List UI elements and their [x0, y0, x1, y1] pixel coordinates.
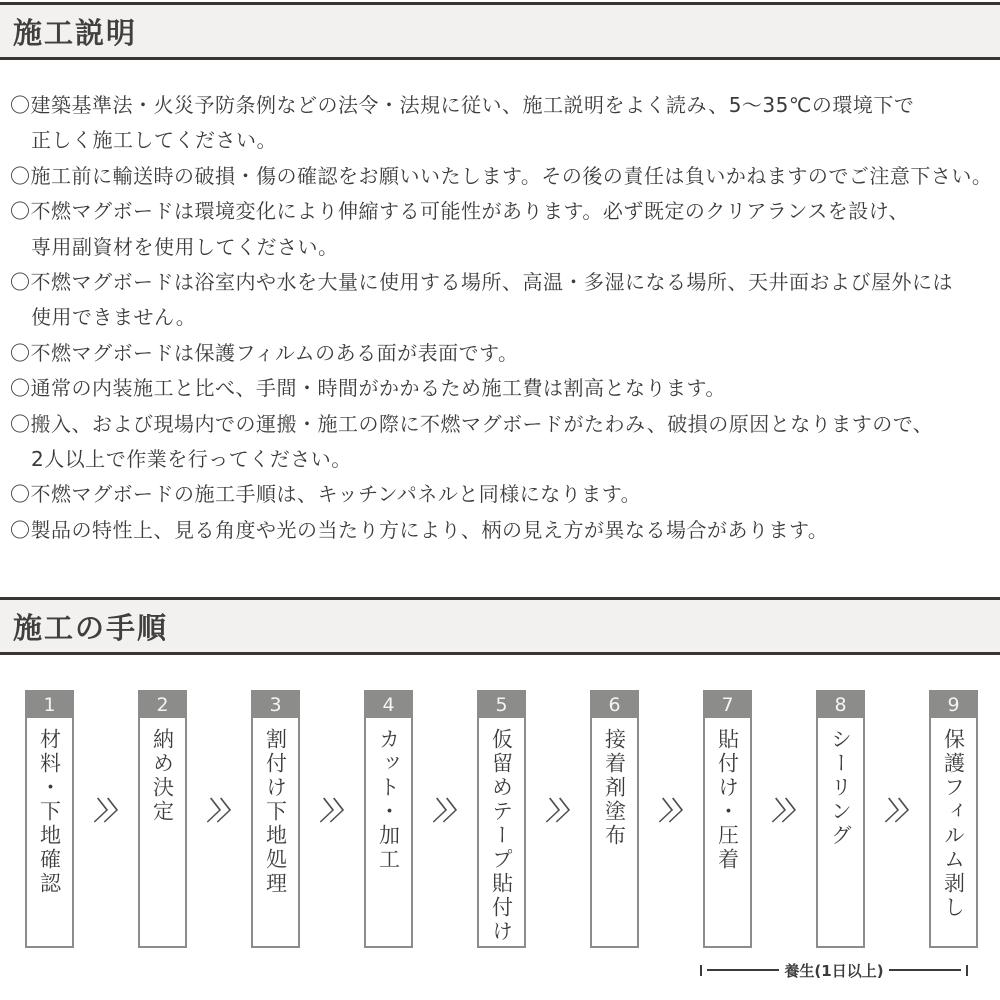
flow-arrow-icon	[544, 795, 572, 825]
step-9-protective-film-removal	[929, 690, 978, 948]
step-label: 接着剤塗布	[602, 728, 627, 848]
note-line: 〇不燃マグボードの施工手順は、キッチンパネルと同様になります。	[10, 482, 642, 507]
note-line: 〇通常の内装施工と比べ、手間・時間がかかるため施工費は割高となります。	[10, 376, 726, 401]
note-line: 〇搬入、および現場内での運搬・施工の際に不燃マグボードがたわみ、破損の原因となりますので、	[10, 411, 934, 436]
step-label: 納め決定	[150, 728, 175, 824]
note-line: 〇不燃マグボードは環境変化により伸縮する可能性があります。必ず既定のクリアランスを設け、	[10, 199, 909, 224]
step-number-badge: 9	[931, 692, 976, 718]
bracket-left-rule	[707, 969, 779, 971]
installation-notes-list	[10, 88, 1000, 548]
note-line: 〇製品の特性上、見る角度や光の当たり方により、柄の見え方が異なる場合があります。	[10, 517, 829, 542]
step-4-cut-process	[364, 690, 413, 948]
step-label: 貼付け・圧着	[715, 728, 740, 872]
bracket-right-rule	[889, 969, 961, 971]
flow-arrow-icon	[770, 795, 798, 825]
flow-arrow-icon	[431, 795, 459, 825]
note-line: 〇不燃マグボードは保護フィルムのある面が表面です。	[10, 340, 519, 365]
step-label: 材料・下地確認	[37, 728, 62, 896]
step-label: 割付け下地処理	[263, 728, 288, 896]
step-number-badge: 2	[140, 692, 185, 718]
step-5-temporary-tape	[477, 690, 526, 948]
notes-section-title: 施工説明	[13, 15, 138, 50]
step-number-badge: 8	[818, 692, 863, 718]
step-label: シーリング	[828, 728, 853, 848]
step-number-badge: 6	[592, 692, 637, 718]
steps-section-title: 施工の手順	[13, 610, 169, 645]
flow-arrow-icon	[92, 795, 120, 825]
curing-duration-bracket	[700, 962, 968, 978]
step-3-layout-substrate-prep	[251, 690, 300, 948]
step-number-badge: 5	[479, 692, 524, 718]
section-header-steps	[0, 597, 1000, 655]
step-number-badge: 1	[27, 692, 72, 718]
flow-arrow-icon	[205, 795, 233, 825]
step-number-badge: 3	[253, 692, 298, 718]
flow-arrow-icon	[657, 795, 685, 825]
step-number-badge: 4	[366, 692, 411, 718]
bracket-right-tick	[966, 965, 968, 976]
step-6-adhesive-application	[590, 690, 639, 948]
note-line: 専用副資材を使用してください。	[31, 234, 339, 259]
steps-flowchart	[0, 690, 1000, 995]
step-number-badge: 7	[705, 692, 750, 718]
flow-arrow-icon	[318, 795, 346, 825]
curing-duration-label: 養生(1日以上)	[784, 961, 884, 980]
note-line: 〇建築基準法・火災予防条例などの法令・法規に従い、施工説明をよく読み、5〜35℃の環境下で	[10, 93, 915, 117]
section-header-notes	[0, 2, 1000, 60]
step-label: カット・加工	[376, 728, 401, 872]
step-2-finish-decision	[138, 690, 187, 948]
step-label: 仮留めテープ貼付け	[489, 728, 514, 944]
flow-arrow-icon	[883, 795, 911, 825]
step-8-sealing	[816, 690, 865, 948]
note-line: 〇不燃マグボードは浴室内や水を大量に使用する場所、高温・多湿になる場所、天井面および屋外には	[10, 270, 953, 295]
note-line: 正しく施工してください。	[31, 128, 277, 153]
step-label: 保護フィルム剥し	[941, 728, 966, 920]
note-line: 2人以上で作業を行ってください。	[31, 447, 352, 472]
step-1-material-substrate-check	[25, 690, 74, 948]
note-line: 〇施工前に輸送時の破損・傷の確認をお願いいたします。その後の責任は負いかねますのでご注意下さい。	[10, 163, 993, 188]
bracket-left-tick	[700, 965, 702, 976]
note-line: 使用できません。	[31, 305, 197, 330]
step-7-attach-press	[703, 690, 752, 948]
